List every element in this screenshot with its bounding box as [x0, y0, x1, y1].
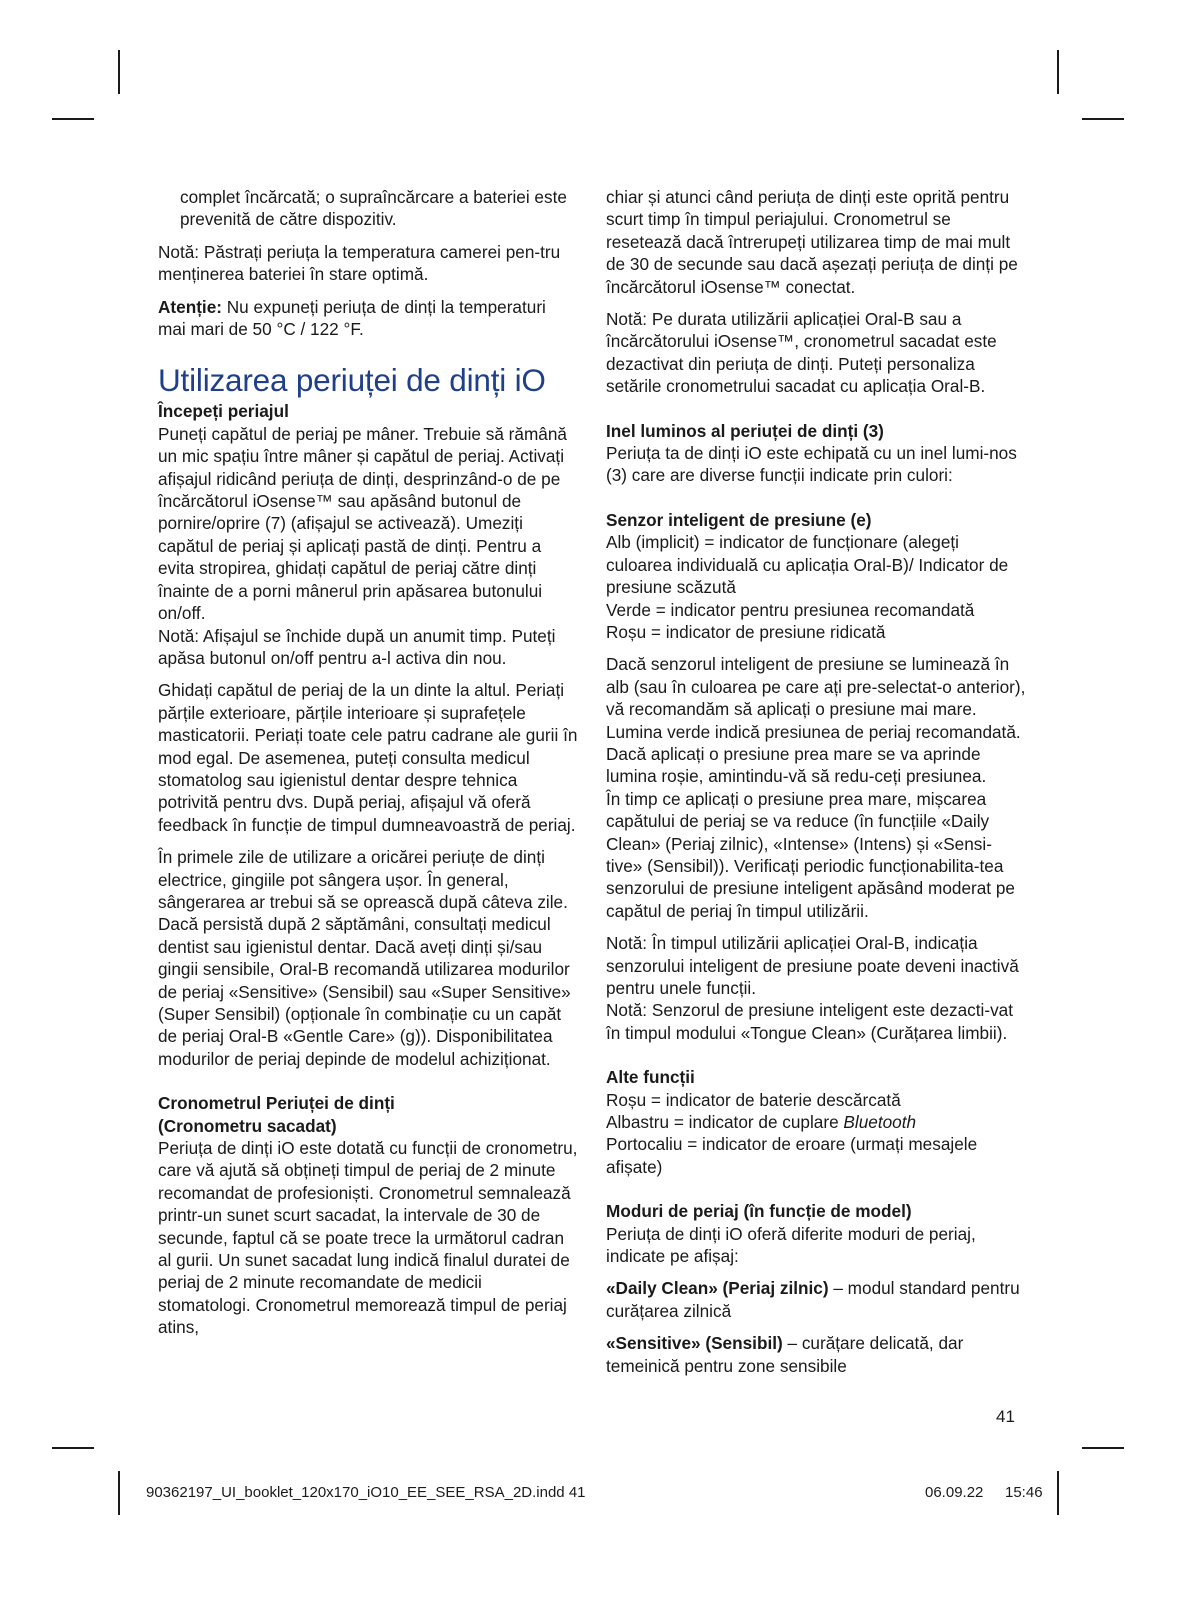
- guide-text: Ghidați capătul de periaj de la un dinte la altul. Periați părțile exterioare, părțile interioare și suprafețele masticatorii. Periați toate cele patru cadrane ale gurii în mod egal. De asemenea, puteți consulta medicul stomatolog sau igienistul dentar despre tehnica potrivită pentru dvs. După periaj, afișajul vă oferă feedback în funcție de timpul dumneavoastră de periaj.: [158, 680, 578, 835]
- crop-mark-bottom-left-h: [52, 1447, 94, 1449]
- sensor-tongue-note: Notă: Senzorul de presiune inteligent este dezacti-vat în timpul modului «Tongue Clean» (Curățarea limbii).: [606, 1000, 1014, 1043]
- light-ring-heading: Inel luminos al periuței de dinți (3): [606, 420, 884, 441]
- right-column: [606, 186, 1026, 1387]
- pressure-sensor-section: [606, 509, 1026, 1044]
- footer-file-info: 90362197_UI_booklet_120x170_iO10_EE_SEE_RSA_2D.indd 41: [146, 1484, 586, 1501]
- sensor-explanation-1: Dacă senzorul inteligent de presiune se luminează în alb (sau în culoarea pe care ați pre-selectat-o anterior), vă recomandăm să aplicați o presiune mai mare. Lumina verde indică presiunea de periaj recomandată. Dacă aplicați o presiune prea mare se va aprinde lumina roșie, amintindu-vă să redu-ceți presiunea.: [606, 654, 1026, 787]
- timer-heading-line2: (Cronometru sacadat): [158, 1115, 337, 1136]
- other-red-indicator: Roșu = indicator de baterie descărcată: [606, 1089, 901, 1110]
- brushing-modes-section: [606, 1200, 1026, 1377]
- brushing-modes-text: Periuța de dinți iO oferă diferite moduri de periaj, indicate pe afișaj:: [606, 1223, 976, 1267]
- start-brushing-heading: Începeți periajul: [158, 401, 289, 422]
- crop-mark-bottom-left: [118, 1471, 120, 1515]
- display-note: Notă: Afișajul se închide după un anumit timp. Puteți apăsa butonul on/off pentru a-l activa din nou.: [158, 625, 556, 668]
- sensor-red-indicator: Roșu = indicator de presiune ridicată: [606, 621, 886, 642]
- crop-mark-bottom-right-h: [1082, 1447, 1124, 1449]
- other-functions-section: [606, 1066, 1026, 1178]
- bluetooth-word: Bluetooth: [843, 1112, 917, 1133]
- other-blue-indicator: [606, 1111, 1026, 1133]
- mode-sensitive-text: – curățare delicată, dar temeinică pentru zone sensibile: [606, 1333, 964, 1376]
- crop-mark-top-right-h: [1082, 118, 1124, 120]
- timer-heading-line1: Cronometrul Periuței de dinți: [158, 1093, 395, 1114]
- mode-daily-clean-label: «Daily Clean» (Periaj zilnic): [606, 1278, 829, 1299]
- light-ring-section: [606, 420, 1026, 487]
- timer-text: Periuța de dinți iO este dotată cu funcții de cronometru, care vă ajută să obțineți timpul de periaj de 2 minute recomandat de profesioniști. Cronometrul semnalează printr-un sunet scurt sacadat, la intervale de 30 de secunde, faptul că se poate trece la următorul cadran al gurii. Un sunet sacadat lung indică finalul duratei de periaj de 2 minute recomandate de medicii stomatologi. Cronometrul memorează timpul de periaj atins,: [158, 1138, 578, 1338]
- mode-daily-clean-text: – modul standard pentru curățarea zilnică: [606, 1278, 1020, 1321]
- mode-sensitive-label: «Sensitive» (Sensibil): [606, 1333, 783, 1354]
- timer-app-note: Notă: Pe durata utilizării aplicației Oral-B sau a încărcătorului iOsense™, cronometrul sacadat este dezactivat din periuța de dinți. Puteți personaliza setările cronometrului sacadat cu aplicația Oral-B.: [606, 309, 997, 397]
- crop-mark-top-left-h: [52, 118, 94, 120]
- crop-mark-bottom-right: [1057, 1471, 1059, 1515]
- light-ring-text: Periuța ta de dinți iO este echipată cu un inel lumi-nos (3) care are diverse funcții indicate prin culori:: [606, 443, 1017, 486]
- start-brushing-text: Puneți capătul de periaj pe mâner. Trebuie să rămână un mic spațiu între mâner și capătul de periaj. Activați afișajul ridicând periuța de dinți, desprinzând-o de pe încărcătorul iOsense™ sau apăsând butonul de pornire/oprire (7) (afișajul se activează). Umeziți capătul de periaj și aplicați pastă de dinți. Pentru a evita stropirea, ghidați capătul de periaj către dinți înainte de a porni mânerul prin apăsarea butonului on/off.: [158, 423, 567, 624]
- mode-daily-clean: [606, 1277, 1026, 1322]
- warning-label: Atenție:: [158, 296, 222, 317]
- timer-section: [158, 1092, 578, 1338]
- other-blue-text: Albastru = indicator de cuplare: [606, 1112, 844, 1133]
- sensor-white-indicator: Alb (implicit) = indicator de funcționare (alegeți culoarea individuală cu aplicația Oral-B)/ Indicator de presiune scăzută: [606, 532, 1009, 598]
- battery-overcharge-text: complet încărcată; o supraîncărcare a bateriei este prevenită de către dispozitiv.: [180, 187, 567, 230]
- brushing-modes-heading: Moduri de periaj (în funcție de model): [606, 1201, 912, 1222]
- crop-mark-top-right: [1057, 50, 1059, 94]
- sensor-explanation-2: În timp ce aplicați o presiune prea mare, mișcarea capătului de periaj se va reduce (în funcțiile «Daily Clean» (Periaj zilnic), «Intense» (Intens) și «Sensi-tive» (Sensibil)). Verificați periodic funcționabilita-tea senzorului de presiune inteligent apăsând moderat pe capătul de periaj în timpul utilizării.: [606, 788, 1015, 921]
- timer-continued-text: chiar și atunci când periuța de dinți este oprită pentru scurt timp în timpul periajului. Cronometrul se resetează dacă întrerupeți utilizarea timp de mai mult de 30 de secunde sau dacă așezați periuța de dinți pe încărcătorul iOsense™ conectat.: [606, 187, 1018, 297]
- mode-sensitive: [606, 1332, 1026, 1377]
- page-number: 41: [996, 1407, 1015, 1426]
- other-orange-indicator: Portocaliu = indicator de eroare (urmați mesajele afișate): [606, 1134, 978, 1177]
- sensor-app-note: Notă: În timpul utilizării aplicației Oral-B, indicația senzorului inteligent de presiune poate deveni inactivă pentru unele funcții.: [606, 933, 1019, 998]
- warning-text: Nu expuneți periuța de dinți la temperaturi mai mari de 50 °C / 122 °F.: [158, 296, 546, 340]
- sensor-green-indicator: Verde = indicator pentru presiunea recomandată: [606, 599, 975, 620]
- battery-temperature-note: Notă: Păstrați periuța la temperatura camerei pen-tru menținerea bateriei în stare optimă.: [158, 241, 561, 285]
- crop-mark-top-left: [118, 50, 120, 94]
- section-title: Utilizarea periuței de dinți iO: [158, 362, 546, 399]
- pressure-sensor-heading: Senzor inteligent de presiune (e): [606, 509, 872, 530]
- first-days-text: În primele zile de utilizare a oricărei periuțe de dinți electrice, gingiile pot sângera ușor. În general, sângerarea ar trebui să se oprească după câteva zile. Dacă persistă după 2 săptămâni, consultați medicul dentist sau igienistul dentar. Dacă aveți dinți și/sau gingii sensibile, Oral-B recomandă utilizarea modurilor de periaj «Sensitive» (Sensibil) sau «Super Sensitive» (Super Sensibil) (opționale în combinație cu un capăt de periaj Oral-B «Gentle Care» (g)). Disponibilitatea modurilor de periaj depinde de modelul achiziționat.: [158, 847, 571, 1069]
- other-functions-heading: Alte funcții: [606, 1067, 695, 1088]
- warning-paragraph: [158, 296, 578, 341]
- footer-time: 15:46: [1005, 1484, 1043, 1501]
- left-column: [158, 186, 578, 1349]
- footer-date: 06.09.22: [925, 1484, 984, 1501]
